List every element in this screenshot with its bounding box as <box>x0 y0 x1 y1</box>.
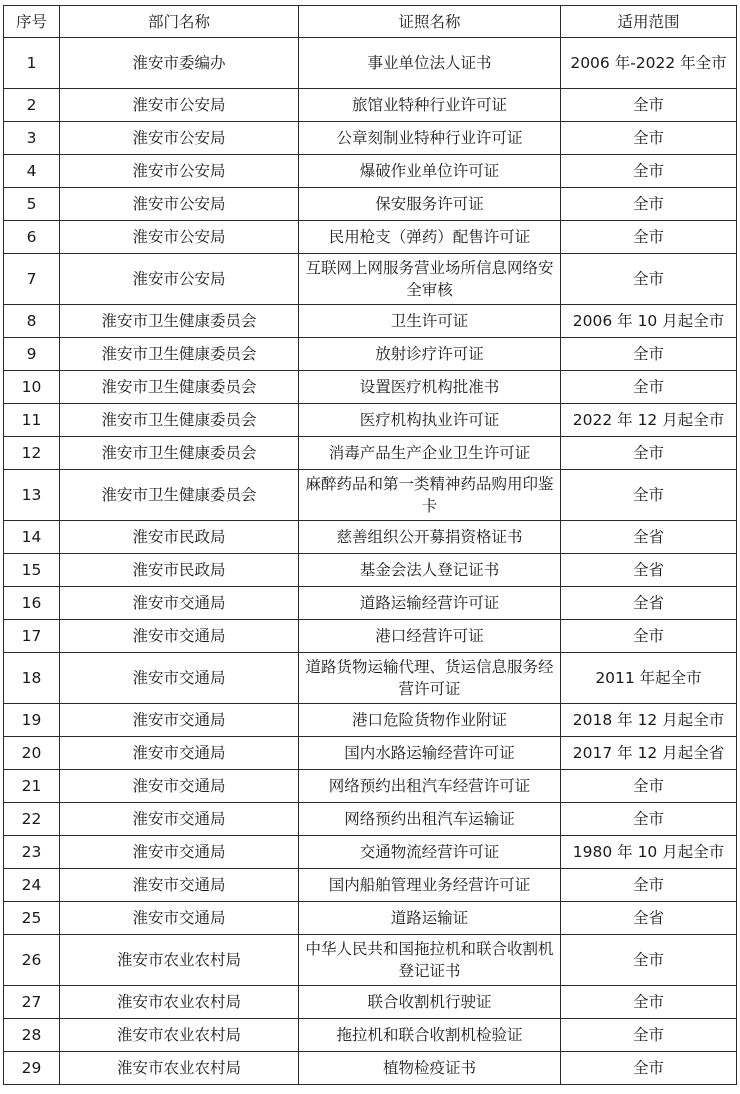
table-header <box>4 6 737 38</box>
cell-scope: 全市 <box>561 470 737 521</box>
cell-dept: 淮安市农业农村局 <box>60 1019 299 1052</box>
cell-no: 16 <box>4 587 60 620</box>
cell-scope: 全市 <box>561 869 737 902</box>
table-row <box>4 155 737 188</box>
cell-cert: 道路货物运输代理、货运信息服务经营许可证 <box>299 653 561 704</box>
cell-dept: 淮安市交通局 <box>60 902 299 935</box>
table-row <box>4 737 737 770</box>
cell-scope: 2006 年 10 月起全市 <box>561 305 737 338</box>
cell-cert: 事业单位法人证书 <box>299 38 561 89</box>
table-body <box>4 38 737 1085</box>
cell-scope: 2017 年 12 月起全省 <box>561 737 737 770</box>
cell-cert: 拖拉机和联合收割机检验证 <box>299 1019 561 1052</box>
cell-dept: 淮安市交通局 <box>60 704 299 737</box>
cell-no: 15 <box>4 554 60 587</box>
cell-no: 13 <box>4 470 60 521</box>
table-row <box>4 89 737 122</box>
cell-dept: 淮安市农业农村局 <box>60 1052 299 1085</box>
cell-scope: 全市 <box>561 188 737 221</box>
table-row <box>4 437 737 470</box>
cell-no: 23 <box>4 836 60 869</box>
table-row <box>4 404 737 437</box>
cell-cert: 国内船舶管理业务经营许可证 <box>299 869 561 902</box>
cell-cert: 卫生许可证 <box>299 305 561 338</box>
cell-dept: 淮安市民政局 <box>60 554 299 587</box>
cell-scope: 全省 <box>561 902 737 935</box>
cell-scope: 2011 年起全市 <box>561 653 737 704</box>
cell-scope: 2022 年 12 月起全市 <box>561 404 737 437</box>
table-row <box>4 554 737 587</box>
cell-cert: 植物检疫证书 <box>299 1052 561 1085</box>
cell-cert: 网络预约出租汽车经营许可证 <box>299 770 561 803</box>
header-dept: 部门名称 <box>60 6 299 38</box>
cell-no: 29 <box>4 1052 60 1085</box>
cell-dept: 淮安市卫生健康委员会 <box>60 404 299 437</box>
table-row <box>4 254 737 305</box>
certificate-table <box>3 5 737 1085</box>
cell-no: 26 <box>4 935 60 986</box>
cell-dept: 淮安市卫生健康委员会 <box>60 470 299 521</box>
cell-scope: 全市 <box>561 89 737 122</box>
cell-dept: 淮安市公安局 <box>60 254 299 305</box>
cell-dept: 淮安市公安局 <box>60 155 299 188</box>
table-row <box>4 935 737 986</box>
cell-no: 3 <box>4 122 60 155</box>
table-row <box>4 587 737 620</box>
cell-no: 25 <box>4 902 60 935</box>
cell-no: 5 <box>4 188 60 221</box>
table-row <box>4 188 737 221</box>
cell-cert: 保安服务许可证 <box>299 188 561 221</box>
cell-dept: 淮安市民政局 <box>60 521 299 554</box>
table-row <box>4 704 737 737</box>
cell-cert: 联合收割机行驶证 <box>299 986 561 1019</box>
cell-scope: 全省 <box>561 587 737 620</box>
table-row <box>4 902 737 935</box>
cell-dept: 淮安市交通局 <box>60 587 299 620</box>
cell-no: 12 <box>4 437 60 470</box>
cell-no: 2 <box>4 89 60 122</box>
cell-scope: 全省 <box>561 554 737 587</box>
cell-cert: 民用枪支（弹药）配售许可证 <box>299 221 561 254</box>
cell-no: 8 <box>4 305 60 338</box>
cell-cert: 旅馆业特种行业许可证 <box>299 89 561 122</box>
table-row <box>4 803 737 836</box>
cell-dept: 淮安市交通局 <box>60 770 299 803</box>
cell-cert: 港口危险货物作业附证 <box>299 704 561 737</box>
cell-dept: 淮安市交通局 <box>60 620 299 653</box>
table-row <box>4 38 737 89</box>
cell-cert: 消毒产品生产企业卫生许可证 <box>299 437 561 470</box>
cell-no: 11 <box>4 404 60 437</box>
cell-dept: 淮安市卫生健康委员会 <box>60 437 299 470</box>
cell-cert: 医疗机构执业许可证 <box>299 404 561 437</box>
cell-scope: 全省 <box>561 521 737 554</box>
cell-cert: 国内水路运输经营许可证 <box>299 737 561 770</box>
cell-dept: 淮安市委编办 <box>60 38 299 89</box>
cell-dept: 淮安市卫生健康委员会 <box>60 305 299 338</box>
table-row <box>4 371 737 404</box>
cell-cert: 公章刻制业特种行业许可证 <box>299 122 561 155</box>
cell-scope: 全市 <box>561 221 737 254</box>
cell-no: 6 <box>4 221 60 254</box>
cell-scope: 全市 <box>561 803 737 836</box>
cell-cert: 麻醉药品和第一类精神药品购用印鉴卡 <box>299 470 561 521</box>
cell-scope: 全市 <box>561 1019 737 1052</box>
header-row <box>4 6 737 38</box>
table-row <box>4 1052 737 1085</box>
cell-scope: 全市 <box>561 437 737 470</box>
cell-dept: 淮安市公安局 <box>60 89 299 122</box>
cell-no: 4 <box>4 155 60 188</box>
cell-no: 10 <box>4 371 60 404</box>
cell-dept: 淮安市农业农村局 <box>60 986 299 1019</box>
header-no: 序号 <box>4 6 60 38</box>
cell-cert: 互联网上网服务营业场所信息网络安全审核 <box>299 254 561 305</box>
cell-scope: 全市 <box>561 986 737 1019</box>
header-cert: 证照名称 <box>299 6 561 38</box>
cell-scope: 全市 <box>561 254 737 305</box>
cell-scope: 全市 <box>561 122 737 155</box>
cell-scope: 全市 <box>561 371 737 404</box>
cell-cert: 爆破作业单位许可证 <box>299 155 561 188</box>
cell-scope: 全市 <box>561 338 737 371</box>
cell-dept: 淮安市卫生健康委员会 <box>60 338 299 371</box>
cell-dept: 淮安市卫生健康委员会 <box>60 371 299 404</box>
cell-no: 9 <box>4 338 60 371</box>
cell-no: 7 <box>4 254 60 305</box>
cell-dept: 淮安市公安局 <box>60 221 299 254</box>
cell-dept: 淮安市农业农村局 <box>60 935 299 986</box>
cell-dept: 淮安市交通局 <box>60 803 299 836</box>
cell-scope: 2018 年 12 月起全市 <box>561 704 737 737</box>
cell-no: 19 <box>4 704 60 737</box>
cell-no: 24 <box>4 869 60 902</box>
cell-cert: 网络预约出租汽车运输证 <box>299 803 561 836</box>
cell-cert: 港口经营许可证 <box>299 620 561 653</box>
cell-cert: 放射诊疗许可证 <box>299 338 561 371</box>
cell-dept: 淮安市交通局 <box>60 737 299 770</box>
cell-cert: 基金会法人登记证书 <box>299 554 561 587</box>
table-row <box>4 620 737 653</box>
cell-scope: 全市 <box>561 1052 737 1085</box>
cell-dept: 淮安市交通局 <box>60 836 299 869</box>
table-row <box>4 986 737 1019</box>
table-row <box>4 521 737 554</box>
table-row <box>4 770 737 803</box>
cell-no: 17 <box>4 620 60 653</box>
cell-dept: 淮安市交通局 <box>60 653 299 704</box>
cell-scope: 全市 <box>561 155 737 188</box>
cell-cert: 设置医疗机构批准书 <box>299 371 561 404</box>
table-row <box>4 221 737 254</box>
table-row <box>4 1019 737 1052</box>
cell-cert: 中华人民共和国拖拉机和联合收割机登记证书 <box>299 935 561 986</box>
header-scope: 适用范围 <box>561 6 737 38</box>
cell-no: 1 <box>4 38 60 89</box>
cell-scope: 1980 年 10 月起全市 <box>561 836 737 869</box>
table-row <box>4 470 737 521</box>
cell-no: 18 <box>4 653 60 704</box>
table-row <box>4 338 737 371</box>
cell-scope: 2006 年-2022 年全市 <box>561 38 737 89</box>
cell-dept: 淮安市公安局 <box>60 188 299 221</box>
cell-no: 28 <box>4 1019 60 1052</box>
cell-cert: 道路运输经营许可证 <box>299 587 561 620</box>
cell-dept: 淮安市交通局 <box>60 869 299 902</box>
cell-no: 22 <box>4 803 60 836</box>
cell-cert: 慈善组织公开募捐资格证书 <box>299 521 561 554</box>
cell-no: 14 <box>4 521 60 554</box>
table-row <box>4 653 737 704</box>
cell-scope: 全市 <box>561 620 737 653</box>
cell-no: 20 <box>4 737 60 770</box>
table-row <box>4 836 737 869</box>
cell-cert: 交通物流经营许可证 <box>299 836 561 869</box>
cell-cert: 道路运输证 <box>299 902 561 935</box>
cell-scope: 全市 <box>561 770 737 803</box>
table-row <box>4 869 737 902</box>
table-row <box>4 305 737 338</box>
table-row <box>4 122 737 155</box>
cell-dept: 淮安市公安局 <box>60 122 299 155</box>
cell-no: 21 <box>4 770 60 803</box>
cell-scope: 全市 <box>561 935 737 986</box>
cell-no: 27 <box>4 986 60 1019</box>
